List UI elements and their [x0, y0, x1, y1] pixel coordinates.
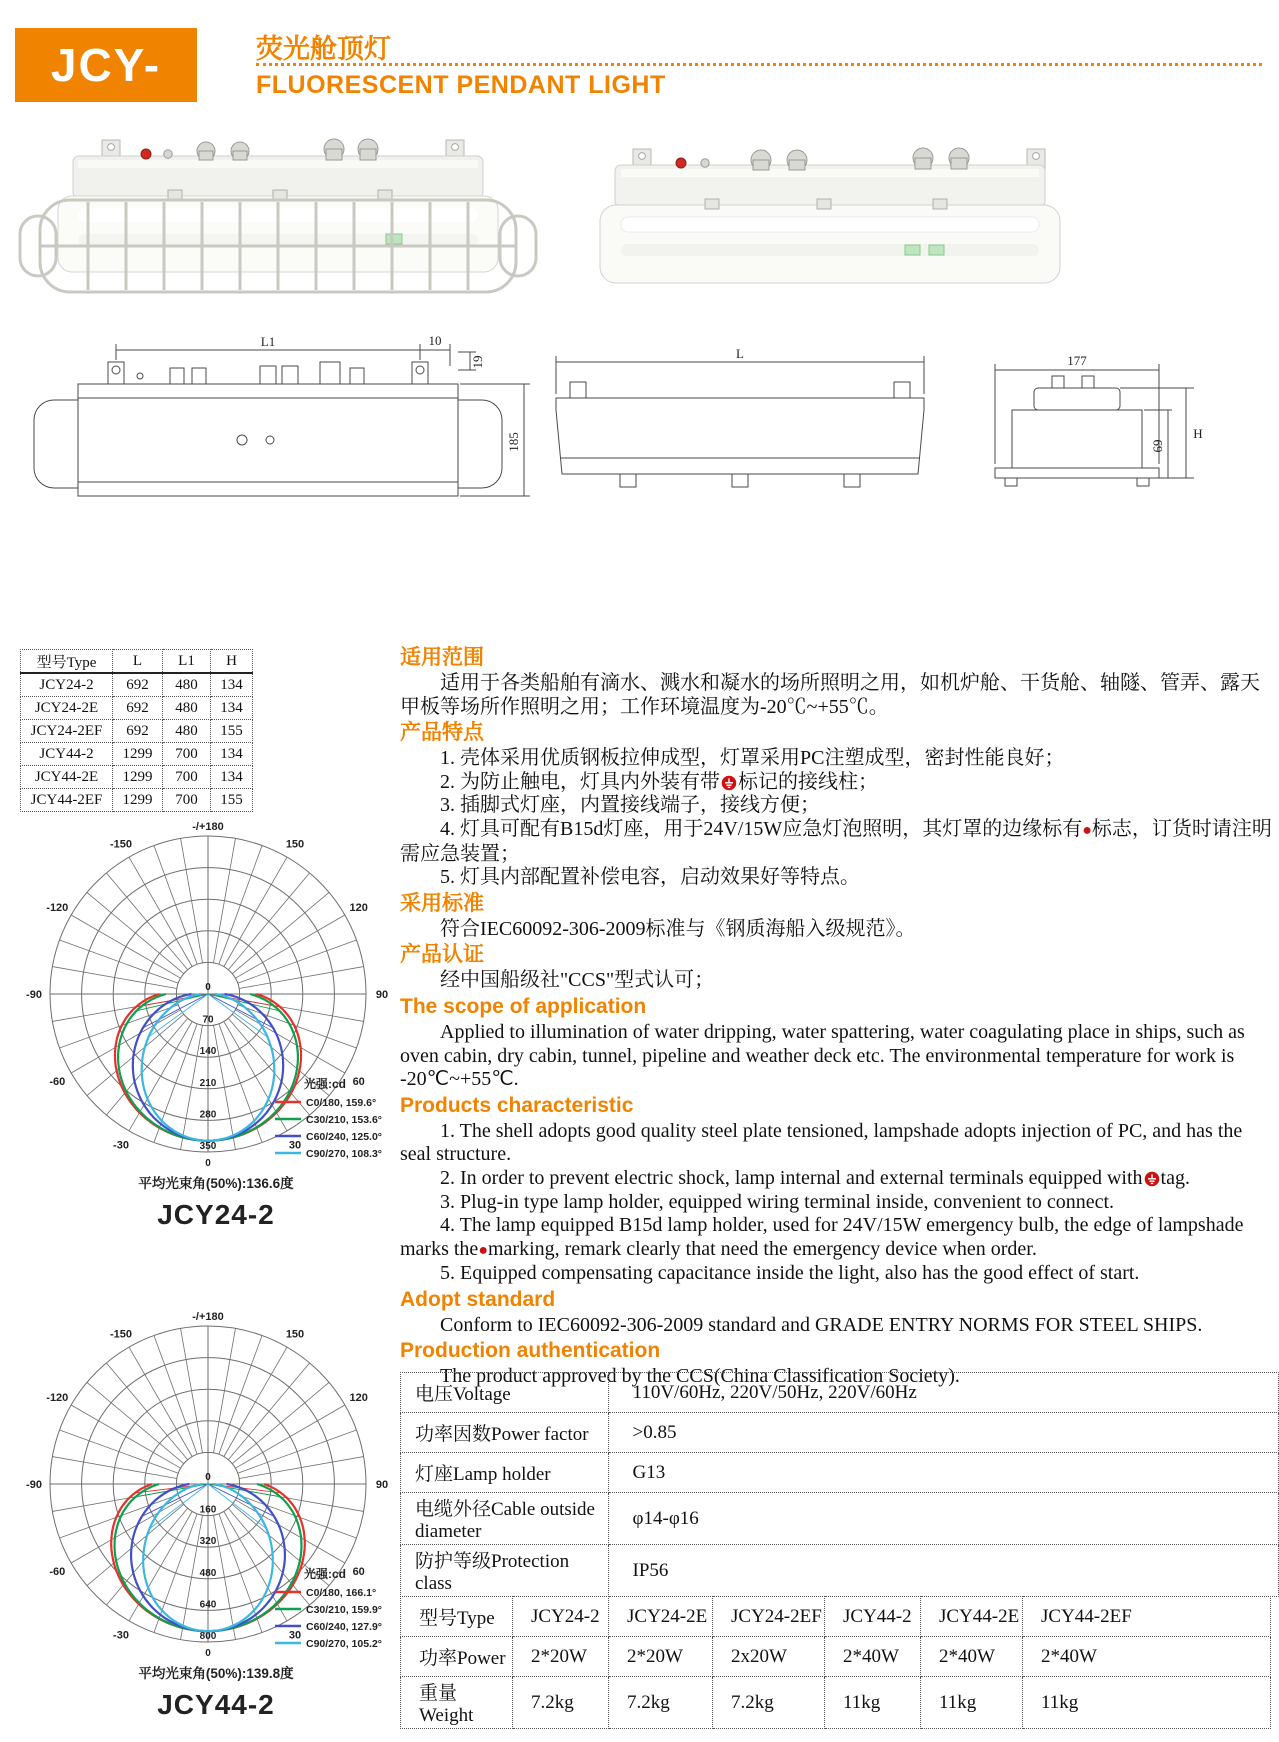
- chart-name-label: JCY24-2: [157, 1199, 275, 1230]
- angle-label: -30: [113, 1139, 129, 1152]
- grid-spoke: [181, 838, 203, 962]
- grid-spoke: [238, 940, 357, 983]
- cell: 7.2kg: [513, 1677, 609, 1729]
- angle-label: 30: [288, 1139, 302, 1152]
- angle-label: -60: [49, 1076, 66, 1088]
- header-dotted-rule: [256, 63, 1262, 66]
- angle-label: 150: [285, 838, 305, 851]
- indicator-dome: [676, 158, 686, 168]
- beam-angle-line: [149, 994, 208, 1037]
- paragraph: 经中国船级社"CCS"型式认可；: [440, 969, 715, 992]
- angle-label: -150: [109, 1328, 133, 1341]
- polar-chart: [25, 1312, 397, 1732]
- ring-label: 160: [199, 1504, 217, 1516]
- grid-spoke: [235, 1405, 344, 1468]
- beam-angle-line: [208, 1484, 266, 1529]
- grid-spoke: [213, 1328, 235, 1452]
- section-heading: Adopt standard: [400, 1287, 556, 1311]
- ring-label: 320: [199, 1536, 217, 1548]
- paragraph: Applied to illumination of water dripping, water spattering, water coagulating place in ships, such as oven cabin, dry cabin, tunnel, pipeline and weather deck etc. The environmental temperature for work is -20℃~+55℃.: [400, 1020, 1245, 1091]
- grid-spoke: [238, 1495, 357, 1538]
- grid-spoke: [228, 1363, 309, 1460]
- grid-spoke: [60, 1495, 179, 1538]
- polar-chart: [25, 822, 397, 1242]
- section-heading: The scope of application: [400, 994, 647, 1018]
- angle-label: 150: [285, 1328, 305, 1341]
- section-heading: Production authentication: [400, 1339, 661, 1363]
- size-table-row: [21, 673, 253, 697]
- emergency-dot-icon: ●: [1082, 821, 1092, 839]
- paragraph: The product approved by the CCS(China Classification Society).: [440, 1365, 960, 1388]
- paragraph: 1. The shell adopts good quality steel plate tensioned, lampshade adopts injection of PC, and has the seal structure.: [400, 1119, 1243, 1166]
- dim-177: 177: [1067, 353, 1087, 368]
- legend-entry: C60/240, 127.9°: [306, 1621, 383, 1633]
- grid-spoke: [87, 1382, 184, 1463]
- dimension-drawings: [20, 332, 1260, 537]
- angle-label: -90: [26, 1479, 42, 1491]
- grid-spoke: [87, 892, 184, 973]
- grid-spoke: [106, 1363, 187, 1460]
- size-table-row: [21, 743, 253, 766]
- spec-value-cell: >0.85: [608, 1413, 1278, 1453]
- section-heading: 产品特点: [400, 721, 484, 745]
- angle-label: 90: [375, 989, 389, 1001]
- angle-label: -120: [46, 902, 69, 914]
- grid-spoke: [219, 846, 262, 965]
- legend-entry: C0/180, 166.1°: [306, 1587, 377, 1599]
- ring-label-center: 0: [205, 1472, 211, 1483]
- ring-label: 140: [199, 1046, 217, 1058]
- grid-spoke: [238, 1430, 357, 1473]
- angle-label-bottom: 0: [205, 1648, 211, 1659]
- elec-table-row: [401, 1453, 1279, 1493]
- ring-label: 480: [199, 1567, 217, 1579]
- legend-entry: C90/270, 108.3°: [306, 1148, 383, 1160]
- section-heading: 产品认证: [400, 943, 484, 967]
- cell: 134: [211, 766, 253, 789]
- cell: 功率Power: [401, 1637, 513, 1677]
- paragraph: 5. Equipped compensating capacitance inside the light, also has the good effect of start.: [440, 1262, 1140, 1285]
- dim-10: 10: [428, 333, 442, 348]
- paragraph: 适用于各类船舶有滴水、溅水和凝水的场所照明之用，如机炉舱、干货舱、轴隧、管弄、露天甲板等场所作照明之用；工作环境温度为-20℃~+55℃。: [400, 672, 1260, 718]
- grid-spoke: [129, 857, 192, 966]
- cell: 692: [113, 673, 163, 697]
- legend-title: 光强:cd: [303, 1077, 347, 1091]
- cell: 2*40W: [921, 1637, 1023, 1677]
- model-table-row: [401, 1637, 1271, 1677]
- grid-spoke: [71, 915, 180, 978]
- elec-table-row: [401, 1493, 1279, 1545]
- cell: 7.2kg: [713, 1677, 825, 1729]
- size-table-row: [21, 697, 253, 720]
- grid-spoke: [154, 1336, 197, 1455]
- cell: 134: [211, 697, 253, 720]
- earth-symbol-icon: [1144, 1171, 1160, 1187]
- product-photo-caged: [18, 138, 533, 318]
- size-table-body: [21, 650, 253, 812]
- paragraph: 2. In order to prevent electric shock, lamp internal and external terminals equipped with tag.: [440, 1166, 1190, 1189]
- cell: JCY24-2E: [21, 697, 113, 720]
- beam-angle-line: [208, 994, 267, 1037]
- header-cell: JCY24-2E: [609, 1597, 713, 1637]
- spec-value-cell: G13: [608, 1453, 1278, 1493]
- grid-spoke: [154, 846, 197, 965]
- cell: JCY24-2EF: [21, 720, 113, 743]
- cell: 2x20W: [713, 1637, 825, 1677]
- cell: 11kg: [825, 1677, 921, 1729]
- cell: 重量Weight: [401, 1677, 513, 1729]
- chart-name-label: JCY44-2: [157, 1689, 275, 1720]
- size-table-row: [21, 720, 253, 743]
- model-table-header-row: [401, 1597, 1271, 1637]
- paragraph: 符合IEC60092-306-2009标准与《钢质海船入级规范》。: [440, 917, 916, 940]
- angle-label-top: -/+180: [192, 821, 224, 833]
- grid-spoke: [239, 1457, 363, 1479]
- angle-label: 120: [349, 902, 368, 914]
- cell: 1299: [113, 789, 163, 812]
- photometric-chart-jcy44-2: [25, 1312, 397, 1737]
- grid-spoke: [219, 1336, 262, 1455]
- cell: 11kg: [921, 1677, 1023, 1729]
- cell: 1299: [113, 766, 163, 789]
- angle-label: -90: [26, 989, 42, 1001]
- size-table-header-row: [21, 650, 253, 674]
- ring-label-center: 0: [205, 982, 211, 993]
- legend-entry: C30/210, 153.6°: [306, 1114, 383, 1126]
- angle-label: -150: [109, 838, 133, 851]
- grid-spoke: [235, 915, 344, 978]
- cell: 700: [163, 789, 211, 812]
- model-table: [400, 1596, 1271, 1729]
- grid-spoke: [228, 873, 309, 970]
- ring-label: 210: [199, 1077, 217, 1089]
- dim-l1: L1: [260, 334, 276, 349]
- emergency-dot-icon: ●: [478, 1241, 488, 1259]
- cell: 155: [211, 720, 253, 743]
- cell: 134: [211, 673, 253, 697]
- angle-label: 30: [288, 1629, 302, 1642]
- grid-spoke: [87, 1504, 184, 1585]
- dim-l: L: [736, 346, 744, 361]
- paragraph: 3. 插脚式灯座，内置接线端子，接线方便；: [440, 794, 820, 817]
- model-table-row: [401, 1677, 1271, 1729]
- grid-spoke: [129, 1347, 192, 1456]
- elec-table-row: [401, 1545, 1279, 1597]
- spec-label-cell: 防护等级Protection class: [401, 1545, 609, 1597]
- avg-beam-angle-label: 平均光束角(50%):136.6度: [138, 1176, 294, 1191]
- section-heading: 采用标准: [400, 891, 484, 915]
- cell: 692: [113, 720, 163, 743]
- angle-label: 60: [352, 1076, 365, 1088]
- legend-entry: C90/270, 105.2°: [306, 1638, 383, 1650]
- spec-label-cell: 电压Voltage: [401, 1373, 609, 1413]
- angle-label: 90: [375, 1479, 389, 1491]
- legend-entry: C30/210, 159.9°: [306, 1604, 383, 1616]
- section-heading: Products characteristic: [400, 1093, 634, 1117]
- header-cell: JCY44-2EF: [1023, 1597, 1271, 1637]
- ring-label: 280: [199, 1109, 217, 1121]
- cell: 700: [163, 766, 211, 789]
- grid-spoke: [106, 873, 187, 970]
- angle-label: -60: [49, 1566, 66, 1578]
- legend-title: 光强:cd: [303, 1567, 347, 1581]
- header-cell: 型号Type: [401, 1597, 513, 1637]
- model-prefix: JCY-: [50, 39, 162, 91]
- angle-label: 60: [352, 1566, 365, 1578]
- grid-spoke: [52, 1457, 176, 1479]
- spec-value-cell: IP56: [608, 1545, 1278, 1597]
- legend-entry: C60/240, 125.0°: [306, 1131, 383, 1143]
- grid-spoke: [213, 838, 235, 962]
- section-heading: 适用范围: [400, 646, 484, 669]
- header-cell: L: [113, 650, 163, 674]
- cell: 480: [163, 673, 211, 697]
- photometric-chart-jcy24-2: [25, 822, 397, 1247]
- cell: JCY44-2: [21, 743, 113, 766]
- avg-beam-angle-label: 平均光束角(50%):139.8度: [138, 1666, 294, 1681]
- cell: 2*20W: [609, 1637, 713, 1677]
- right-column: [400, 644, 1274, 1389]
- model-table-body: [401, 1597, 1271, 1729]
- cell: JCY24-2: [21, 673, 113, 697]
- cell: JCY44-2E: [21, 766, 113, 789]
- ring-label: 640: [199, 1599, 217, 1611]
- cell: JCY44-2EF: [21, 789, 113, 812]
- header-cell: 型号Type: [21, 650, 113, 674]
- spec-label-cell: 电缆外径Cable outside diameter: [401, 1493, 609, 1545]
- grid-spoke: [213, 1515, 235, 1639]
- cell: 2*40W: [1023, 1637, 1271, 1677]
- grid-spoke: [181, 1328, 203, 1452]
- dim-h: H: [1193, 426, 1203, 441]
- earth-symbol-icon: [721, 775, 737, 791]
- cell: 1299: [113, 743, 163, 766]
- paragraph: 3. Plug-in type lamp holder, equipped wiring terminal inside, convenient to connect.: [440, 1190, 1115, 1213]
- size-table-row: [21, 789, 253, 812]
- cell: 134: [211, 743, 253, 766]
- grid-spoke: [232, 1382, 329, 1463]
- spec-label-cell: 功率因数Power factor: [401, 1413, 609, 1453]
- size-table-row: [21, 766, 253, 789]
- angle-label-top: -/+180: [192, 1311, 224, 1323]
- legend-entry: C0/180, 159.6°: [306, 1097, 377, 1109]
- ring-label: 800: [199, 1631, 217, 1642]
- grid-spoke: [224, 1347, 287, 1456]
- grid-spoke: [60, 1430, 179, 1473]
- header-cell: JCY44-2E: [921, 1597, 1023, 1637]
- cell: 7.2kg: [609, 1677, 713, 1729]
- paragraph: Conform to IEC60092-306-2009 standard and GRADE ENTRY NORMS FOR STEEL SHIPS.: [440, 1313, 1203, 1336]
- ring-label: 70: [202, 1014, 214, 1026]
- header-cell: H: [211, 650, 253, 674]
- dim-69: 69: [1150, 439, 1165, 453]
- page-title-cn: 荧光舱顶灯: [256, 34, 391, 64]
- paragraph: 2. 为防止触电，灯具内外装有带 标记的接线柱；: [440, 770, 878, 793]
- paragraph: 5. 灯具内部配置补偿电容，启动效果好等特点。: [440, 866, 860, 889]
- grid-spoke: [71, 1405, 180, 1468]
- paragraph: 1. 壳体采用优质钢板拉伸成型，灯罩采用PC注塑成型，密封性能良好；: [440, 747, 1065, 770]
- size-table: [20, 649, 253, 812]
- spec-label-cell: 灯座Lamp holder: [401, 1453, 609, 1493]
- cell: 480: [163, 720, 211, 743]
- elec-table-row: [401, 1373, 1279, 1413]
- ring-label: 350: [199, 1141, 217, 1152]
- brand-model-box: [15, 28, 197, 102]
- grid-spoke: [239, 967, 363, 989]
- elec-table-row: [401, 1413, 1279, 1453]
- cell: 700: [163, 743, 211, 766]
- product-photo-clear: [565, 145, 1100, 310]
- dim-185: 185: [506, 432, 521, 452]
- dim-19: 19: [470, 355, 485, 369]
- angle-label-bottom: 0: [205, 1158, 211, 1169]
- spec-value-cell: φ14-φ16: [608, 1493, 1278, 1545]
- spec-value-cell: 110V/60Hz, 220V/50Hz, 220V/60Hz: [608, 1373, 1278, 1413]
- cell: 11kg: [1023, 1677, 1271, 1729]
- angle-label: -30: [113, 1629, 129, 1642]
- grid-spoke: [224, 857, 287, 966]
- grid-spoke: [60, 940, 179, 983]
- grid-spoke: [213, 1025, 235, 1149]
- cell: 2*20W: [513, 1637, 609, 1677]
- paragraph: 4. The lamp equipped B15d lamp holder, used for 24V/15W emergency bulb, the edge of lampshade marks the●marking, remark clearly that need the emergency device when order.: [400, 1214, 1244, 1260]
- header-cell: JCY24-2EF: [713, 1597, 825, 1637]
- header-cell: JCY44-2: [825, 1597, 921, 1637]
- electrical-spec-table: [400, 1372, 1279, 1597]
- elec-table-body: [401, 1373, 1279, 1597]
- header-cell: JCY24-2: [513, 1597, 609, 1637]
- indicator-dome: [141, 149, 151, 159]
- header-cell: L1: [163, 650, 211, 674]
- cell: 480: [163, 697, 211, 720]
- page-title-en: FLUORESCENT PENDANT LIGHT: [256, 71, 666, 99]
- angle-label: -120: [46, 1392, 69, 1404]
- grid-spoke: [52, 967, 176, 989]
- paragraph: 4. 灯具可配有B15d灯座，用于24V/15W应急灯泡照明，其灯罩的边缘标有●标志，订货时请注明需应急装置；: [400, 817, 1272, 865]
- cell: 155: [211, 789, 253, 812]
- grid-spoke: [232, 892, 329, 973]
- cell: 692: [113, 697, 163, 720]
- cell: 2*40W: [825, 1637, 921, 1677]
- angle-label: 120: [349, 1392, 368, 1404]
